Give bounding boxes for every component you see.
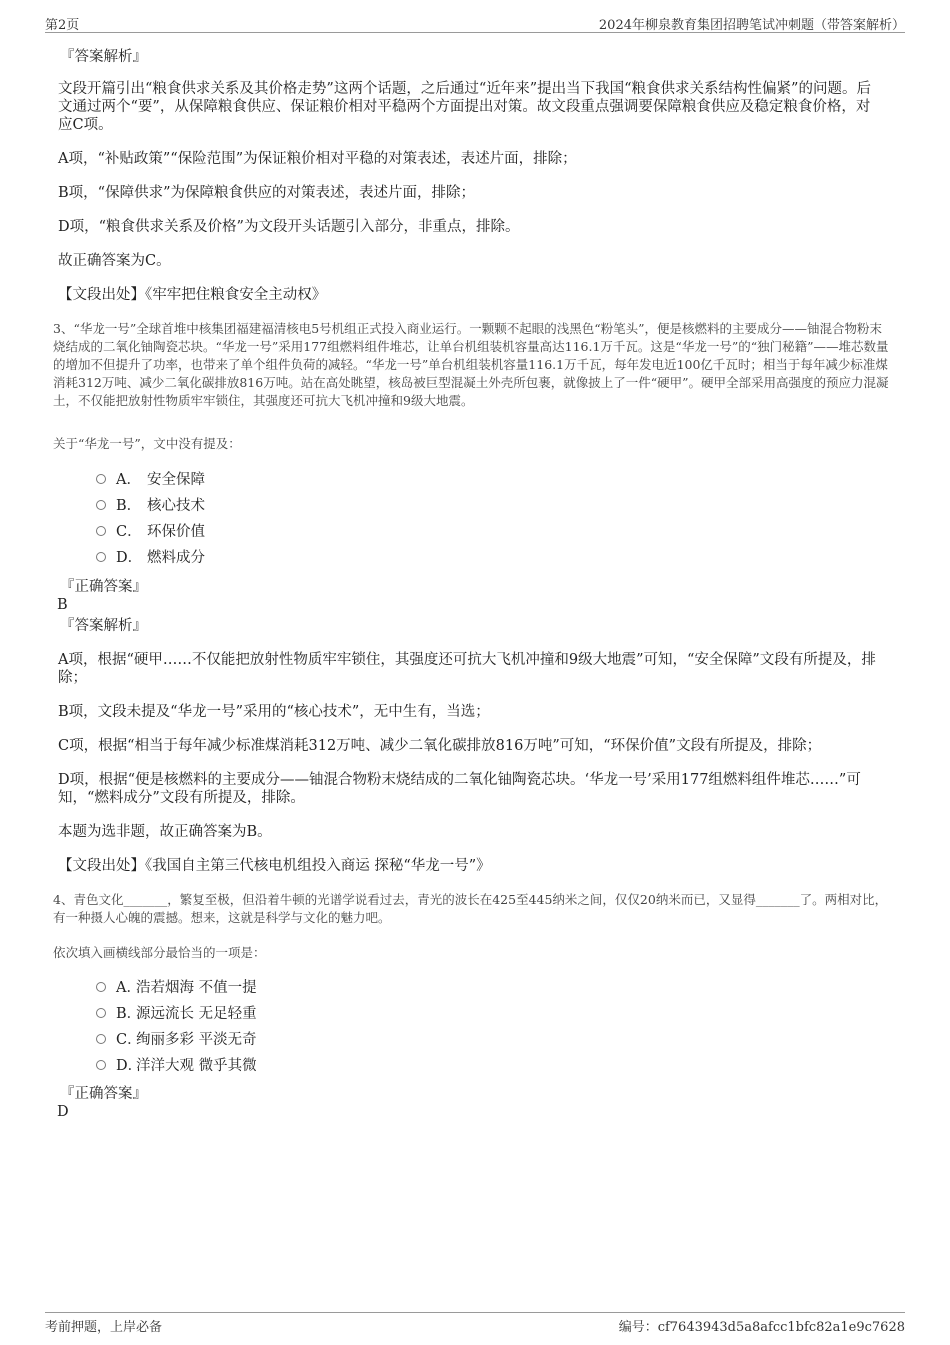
option-text: 浩若烟海 不值一提 [136, 980, 257, 996]
q4-answer-label: 『正确答案』 [60, 1086, 147, 1102]
page-number: 第2页 [45, 18, 80, 33]
q2-item-b: B项，“保障供求”为保障粮食供应的对策表述，表述片面，排除； [58, 185, 475, 201]
q3-option-b[interactable] [96, 496, 205, 516]
radio-button-icon[interactable] [96, 982, 106, 992]
q3-answer: B [57, 597, 68, 613]
q3-stem: 3、“华龙一号”全球首堆中核集团福建福清核电5号机组正式投入商业运行。一颗颗不起眼的浅黑色“粉笔头”，便是核燃料的主要成分——铀混合物粉末烧结成的二氧化铀陶瓷芯块。“华龙一号”采用177组燃料组件堆芯，让单台机组装机容量高达116.1万千瓦。这是“华龙一号”的“独门秘籍”——堆芯数量的增加不但提升了功率，也带来了单个组件负荷的减轻。“华龙一号”单台机组装机容量116.1万千瓦，每年发电近100亿千瓦时；相当于每年减少标准煤消耗312万吨、减少二氧化碳排放816万吨。站在高处眺望，核岛被巨型混凝土外壳所包裹，就像披上了一件“硬甲”。硬甲全部采用高强度的预应力混凝土，不仅能把放射性物质牢牢锁住，其强度还可抗大飞机冲撞和9级大地震。 [53, 321, 889, 408]
radio-button-icon[interactable] [96, 500, 106, 510]
document-title: 2024年柳泉教育集团招聘笔试冲刺题（带答案解析） [598, 18, 905, 33]
q3-answer-label: 『正确答案』 [60, 579, 147, 595]
q2-item-a: A项，“补贴政策”“保险范围”为保证粮价相对平稳的对策表述，表述片面，排除； [58, 151, 577, 167]
q4-answer: D [57, 1104, 69, 1120]
q3-item-a: A项，根据“硬甲……不仅能把放射性物质牢牢锁住，其强度还可抗大飞机冲撞和9级大地震”可知，“安全保障”文段有所提及，排除； [58, 652, 876, 686]
option-text: 安全保障 [147, 472, 205, 488]
option-text: 绚丽多彩 平淡无奇 [136, 1032, 257, 1048]
page-footer [45, 1312, 905, 1335]
q3-item-c: C项，根据“相当于每年减少标准煤消耗312万吨、减少二氧化碳排放816万吨”可知，“环保价值”文段有所提及，排除； [58, 738, 822, 754]
option-text: 燃料成分 [147, 550, 205, 566]
q3-item-d: D项，根据“便是核燃料的主要成分——铀混合物粉末烧结成的二氧化铀陶瓷芯块。‘华龙一号’采用177组燃料组件堆芯……”可知，“燃料成分”文段有所提及，排除。 [58, 772, 861, 806]
option-letter: D． [116, 550, 143, 566]
option-text: 核心技术 [147, 498, 205, 514]
page-header [45, 14, 905, 33]
q4-option-c[interactable] [96, 1030, 257, 1050]
q4-option-b[interactable] [96, 1004, 257, 1024]
radio-button-icon[interactable] [96, 1060, 106, 1070]
radio-button-icon[interactable] [96, 1008, 106, 1018]
radio-button-icon[interactable] [96, 474, 106, 484]
option-letter: D． [116, 1058, 143, 1074]
option-letter: C． [116, 524, 142, 540]
radio-button-icon[interactable] [96, 526, 106, 536]
option-text: 洋洋大观 微乎其微 [136, 1058, 257, 1074]
q2-conclusion: 故正确答案为C。 [58, 253, 171, 269]
q4-option-d[interactable] [96, 1056, 257, 1076]
option-letter: C． [116, 1032, 142, 1048]
q2-analysis-label: 『答案解析』 [60, 49, 147, 65]
q2-source: 【文段出处】《牢牢把住粮食安全主动权》 [58, 287, 327, 303]
q2-item-d: D项，“粮食供求关系及价格”为文段开头话题引入部分，非重点，排除。 [58, 219, 520, 235]
radio-button-icon[interactable] [96, 1034, 106, 1044]
option-text: 环保价值 [147, 524, 205, 540]
q3-analysis-label: 『答案解析』 [60, 618, 147, 634]
option-letter: B． [116, 1006, 142, 1022]
q4-question: 依次填入画横线部分最恰当的一项是： [53, 945, 266, 960]
q4-stem: 4、青色文化_______，繁复至极，但沿着牛顿的光谱学说看过去，青光的波长在425至445纳米之间，仅仅20纳米而已，又显得_______了。两相对比，有一种摄人心魄的震撼。想来，这就是科学与文化的魅力吧。 [53, 892, 888, 925]
option-letter: A． [116, 980, 141, 996]
option-letter: A． [116, 472, 141, 488]
document-code: 编号：cf7643943d5a8afcc1bfc82a1e9c7628 [618, 1320, 905, 1335]
q3-option-d[interactable] [96, 548, 205, 568]
q3-source: 【文段出处】《我国自主第三代核电机组投入商运 探秘“华龙一号”》 [58, 858, 491, 874]
q2-analysis-text: 文段开篇引出“粮食供求关系及其价格走势”这两个话题，之后通过“近年来”提出当下我国“粮食供求关系结构性偏紧”的问题。后文通过两个“要”，从保障粮食供应、保证粮价相对平稳两个方面提出对策。故文段重点强调要保障粮食供应及稳定粮食价格，对应C项。 [58, 81, 871, 133]
q3-question: 关于“华龙一号”，文中没有提及： [53, 436, 241, 451]
radio-button-icon[interactable] [96, 552, 106, 562]
option-letter: B． [116, 498, 142, 514]
q3-option-a[interactable] [96, 470, 205, 490]
q3-conclusion: 本题为选非题，故正确答案为B。 [58, 824, 272, 840]
q3-option-c[interactable] [96, 522, 205, 542]
q3-item-b: B项，文段未提及“华龙一号”采用的“核心技术”，无中生有，当选； [58, 704, 490, 720]
option-text: 源远流长 无足轻重 [136, 1006, 257, 1022]
footer-slogan: 考前押题，上岸必备 [45, 1320, 163, 1335]
q4-option-a[interactable] [96, 978, 257, 998]
